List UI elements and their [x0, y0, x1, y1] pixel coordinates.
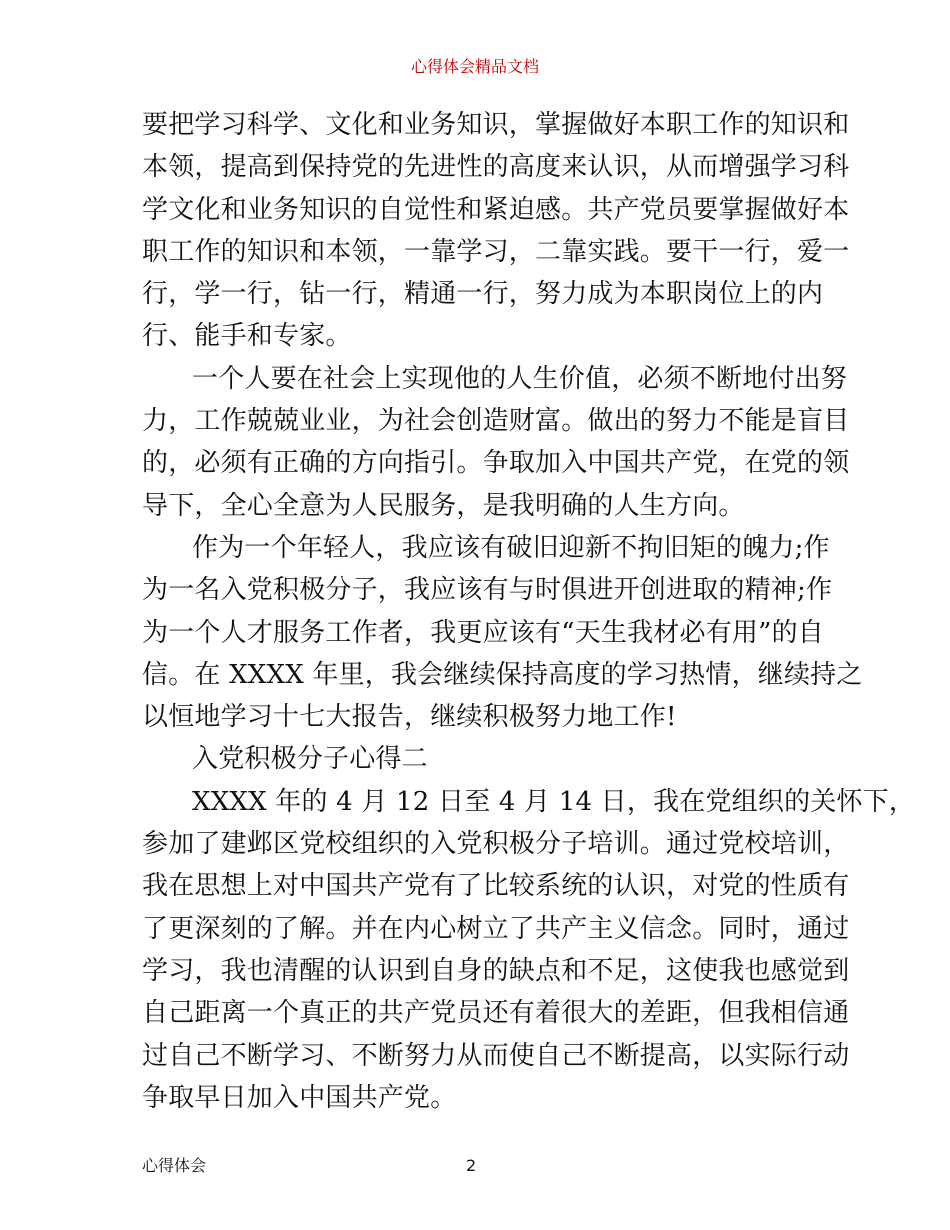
body-line: 学习，我也清醒的认识到自身的缺点和不足，这使我也感觉到 — [142, 955, 850, 986]
body-line: 为一名入党积极分子，我应该有与时俱进开创进取的精神;作 — [142, 575, 833, 606]
body-line: 一个人要在社会上实现他的人生价值，必须不断地付出努 — [192, 363, 848, 394]
footer-label: 心得体会 — [142, 1156, 207, 1175]
body-line: 力，工作兢兢业业，为社会创造财富。做出的努力不能是盲目 — [142, 406, 850, 437]
body-line: 我在思想上对中国共产党有了比较系统的认识，对党的性质有 — [142, 871, 850, 902]
body-line: 作为一个年轻人，我应该有破旧迎新不拘旧矩的魄力;作 — [192, 532, 830, 563]
page-header-title: 心得体会精品文档 — [410, 57, 539, 76]
body-line: 以恒地学习十七大报告，继续积极努力地工作! — [142, 702, 677, 733]
body-line: 导下，全心全意为人民服务，是我明确的人生方向。 — [142, 490, 745, 521]
body-line: 争取早日加入中国共产党。 — [142, 1082, 457, 1113]
body-line: 学文化和业务知识的自觉性和紧迫感。共产党员要掌握做好本 — [142, 194, 850, 225]
body-line: 职工作的知识和本领，一靠学习，二靠实践。要干一行，爱一 — [142, 236, 850, 267]
body-line: 要把学习科学、文化和业务知识，掌握做好本职工作的知识和 — [142, 110, 850, 140]
body-line: 自己距离一个真正的共产党员还有着很大的差距，但我相信通 — [142, 998, 850, 1029]
page-number: 2 — [466, 1156, 477, 1175]
body-line: 过自己不断学习、不断努力从而使自己不断提高，以实际行动 — [142, 1040, 850, 1071]
body-line: 行，学一行，钻一行，精通一行，努力成为本职岗位上的内 — [142, 279, 824, 310]
body-line: 行、能手和专家。 — [142, 321, 352, 352]
body-line: 了更深刻的了解。并在内心树立了共产主义信念。同时，通过 — [142, 913, 850, 944]
body-line: 信。在 XXXX 年里，我会继续保持高度的学习热情，继续持之 — [142, 659, 863, 690]
document-body — [142, 104, 916, 1119]
body-line: 为一个人才服务工作者，我更应该有“天生我材必有用”的自 — [142, 617, 824, 648]
body-line: 的，必须有正确的方向指引。争取加入中国共产党，在党的领 — [142, 448, 850, 479]
body-line: 参加了建邺区党校组织的入党积极分子培训。通过党校培训， — [142, 829, 850, 860]
body-line: XXXX 年的 4 月 12 日至 4 月 14 日，我在党组织的关怀下， — [192, 786, 916, 817]
body-line: 本领，提高到保持党的先进性的高度来认识，从而增强学习科 — [142, 152, 850, 183]
section-heading: 入党积极分子心得二 — [192, 744, 428, 775]
